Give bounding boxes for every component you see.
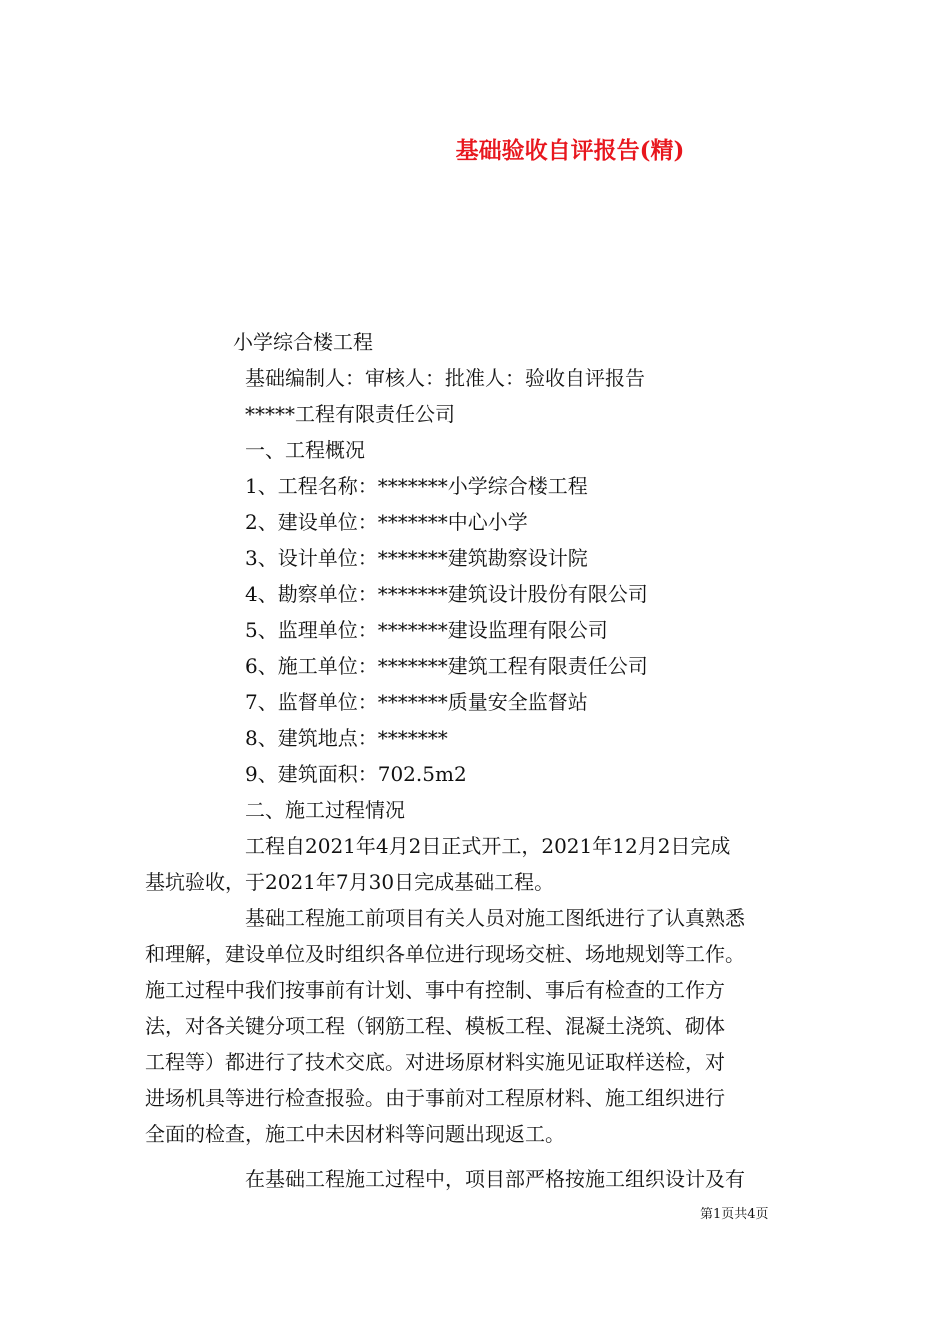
- overview-item: 6、施工单位：*******建筑工程有限责任公司: [245, 654, 648, 678]
- paragraph-line: 基坑验收，于2021年7月30日完成基础工程。: [145, 870, 555, 894]
- paragraph-line: 工程自2021年4月2日正式开工，2021年12月2日完成: [245, 834, 731, 858]
- section-heading-process: 二、施工过程情况: [245, 798, 405, 822]
- paragraph-line: 法，对各关键分项工程（钢筋工程、模板工程、混凝土浇筑、砌体: [145, 1014, 725, 1038]
- overview-item: 9、建筑面积：702.5m2: [245, 762, 467, 786]
- paragraph-line: 全面的检查，施工中未因材料等问题出现返工。: [145, 1122, 565, 1146]
- paragraph-line: 基础工程施工前项目有关人员对施工图纸进行了认真熟悉: [245, 906, 745, 930]
- overview-item: 3、设计单位：*******建筑勘察设计院: [245, 546, 588, 570]
- paragraph-line: 进场机具等进行检查报验。由于事前对工程原材料、施工组织进行: [145, 1086, 725, 1110]
- document-title: 基础验收自评报告(精): [455, 137, 685, 164]
- header-line-signatures: 基础编制人：审核人：批准人：验收自评报告: [245, 366, 645, 390]
- process-paragraph-3: [145, 1161, 805, 1197]
- overview-item: 4、勘察单位：*******建筑设计股份有限公司: [245, 582, 648, 606]
- overview-item: 1、工程名称：*******小学综合楼工程: [245, 474, 588, 498]
- overview-item: 8、建筑地点：*******: [245, 726, 448, 750]
- section-heading-overview: 一、工程概况: [245, 438, 365, 462]
- overview-item: 5、监理单位：*******建设监理有限公司: [245, 618, 608, 642]
- overview-item: 2、建设单位：*******中心小学: [245, 510, 528, 534]
- process-paragraph-2: [145, 900, 805, 1152]
- header-line-project: 小学综合楼工程: [233, 330, 373, 354]
- overview-item: 7、监督单位：*******质量安全监督站: [245, 690, 588, 714]
- process-paragraph-1: [145, 828, 805, 900]
- paragraph-line: 和理解，建设单位及时组织各单位进行现场交桩、场地规划等工作。: [145, 942, 745, 966]
- page-footer: 第1页共4页: [700, 1207, 769, 1222]
- paragraph-line: 施工过程中我们按事前有计划、事中有控制、事后有检查的工作方: [145, 978, 725, 1002]
- header-line-company: *****工程有限责任公司: [245, 402, 455, 426]
- paragraph-line: 在基础工程施工过程中，项目部严格按施工组织设计及有: [245, 1167, 745, 1191]
- paragraph-line: 工程等）都进行了技术交底。对进场原材料实施见证取样送检，对: [145, 1050, 725, 1074]
